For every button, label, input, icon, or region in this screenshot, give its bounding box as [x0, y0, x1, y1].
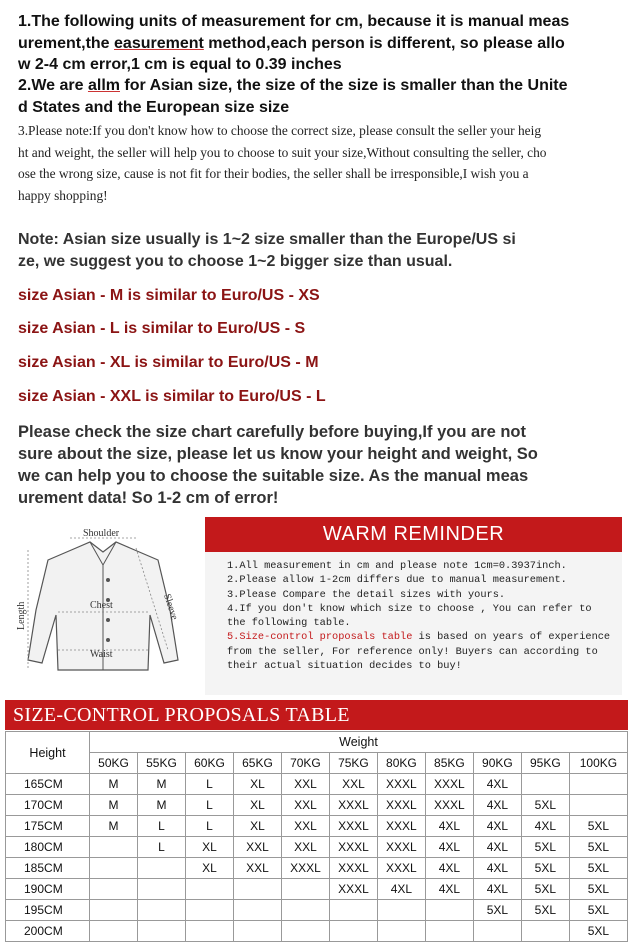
size-cell: M: [90, 774, 138, 795]
size-cell: XXXL: [329, 816, 377, 837]
table-row: [6, 879, 628, 900]
table-row: [6, 900, 628, 921]
size-cell: XXXL: [329, 858, 377, 879]
size-cell: L: [137, 816, 185, 837]
table-row: [6, 858, 628, 879]
size-map-line: size Asian - XL is similar to Euro/US - M: [18, 354, 319, 371]
intro-line: ht and weight, the seller will help you to choose to suit your size,Without consulting the seller, cho: [18, 144, 547, 160]
size-cell: 4XL: [473, 837, 521, 858]
table-row: [6, 816, 628, 837]
size-cell: M: [90, 816, 138, 837]
size-cell: XXL: [281, 795, 329, 816]
size-cell: [281, 900, 329, 921]
check-line: sure about the size, please let us know your height and weight, So: [18, 445, 538, 463]
weight-col-header: 60KG: [185, 753, 233, 774]
reminder-list: [227, 559, 617, 673]
size-cell: [185, 921, 233, 942]
weight-col-header: 80KG: [377, 753, 425, 774]
size-cell: M: [137, 795, 185, 816]
table-row: [6, 921, 628, 942]
reminder-item: 4.If you don't know which size to choose , You can refer to: [227, 602, 592, 615]
size-cell: 4XL: [473, 816, 521, 837]
size-cell: [521, 774, 569, 795]
size-cell: XXXL: [329, 837, 377, 858]
intro-line: d States and the European size size: [18, 98, 290, 116]
size-cell: 5XL: [569, 921, 627, 942]
size-cell: [233, 900, 281, 921]
size-cell: XXXL: [329, 795, 377, 816]
note-line: Note: Asian size usually is 1~2 size smaller than the Europe/US si: [18, 231, 516, 248]
size-cell: L: [185, 816, 233, 837]
size-cell: 5XL: [569, 837, 627, 858]
reminder-highlight: 5.Size-control proposals table: [227, 631, 413, 644]
reminder-item: 3.Please Compare the detail sizes with yours.: [227, 588, 506, 601]
size-cell: XXXL: [377, 774, 425, 795]
size-cell: XL: [233, 774, 281, 795]
size-cell: 5XL: [569, 900, 627, 921]
size-cell: [90, 858, 138, 879]
check-line: urement data! So 1-2 cm of error!: [18, 489, 279, 507]
intro-line: urement,the easurement method,each person is different, so please allo: [18, 34, 565, 52]
size-cell: 4XL: [425, 879, 473, 900]
reminder-item: 1.All measurement in cm and please note 1cm=0.3937inch.: [227, 560, 567, 572]
size-cell: 4XL: [377, 879, 425, 900]
height-cell: 175CM: [6, 816, 90, 837]
size-cell: 5XL: [473, 900, 521, 921]
weight-col-header: 100KG: [569, 753, 627, 774]
size-note: [18, 229, 623, 272]
size-map-line: size Asian - M is similar to Euro/US - XS: [18, 287, 320, 304]
size-cell: 4XL: [425, 837, 473, 858]
size-cell: XXL: [329, 774, 377, 795]
intro-paragraph-3: [18, 120, 623, 206]
table-row: [6, 795, 628, 816]
size-cell: 4XL: [473, 879, 521, 900]
chest-label: Chest: [90, 600, 113, 611]
size-cell: [185, 900, 233, 921]
weight-header: Weight: [90, 732, 628, 753]
weight-col-header: 75KG: [329, 753, 377, 774]
height-cell: 170CM: [6, 795, 90, 816]
size-cell: L: [185, 774, 233, 795]
reminder-item: 2.Please allow 1-2cm differs due to manual measurement.: [227, 574, 567, 587]
weight-col-header: 85KG: [425, 753, 473, 774]
size-cell: [521, 921, 569, 942]
waist-label: Waist: [90, 649, 113, 660]
size-cell: [233, 879, 281, 900]
reminder-item: 5.Size-control proposals table is based on years of experience: [227, 631, 611, 644]
size-cell: [137, 921, 185, 942]
intro-line: w 2-4 cm error,1 cm is equal to 0.39 inches: [18, 56, 342, 73]
size-cell: [185, 879, 233, 900]
size-cell: [90, 921, 138, 942]
weight-col-header: 70KG: [281, 753, 329, 774]
table-row: [6, 774, 628, 795]
note-line: ze, we suggest you to choose 1~2 bigger size than usual.: [18, 252, 453, 270]
height-header: Height: [6, 732, 90, 774]
sleeve-label: Sleeve: [161, 592, 180, 622]
size-cell: [377, 900, 425, 921]
size-cell: [281, 921, 329, 942]
size-cell: XXXL: [377, 816, 425, 837]
size-table-body: [6, 774, 628, 942]
height-cell: 185CM: [6, 858, 90, 879]
reminder-item: the following table.: [227, 617, 351, 630]
check-paragraph: [18, 421, 628, 509]
size-cell: 5XL: [521, 795, 569, 816]
length-label: Length: [16, 601, 27, 630]
size-cell: [281, 879, 329, 900]
intro-paragraph-1: [18, 11, 618, 76]
weight-col-header: 90KG: [473, 753, 521, 774]
size-cell: [377, 921, 425, 942]
size-cell: M: [90, 795, 138, 816]
size-cell: 4XL: [473, 774, 521, 795]
size-cell: XXXL: [329, 879, 377, 900]
intro-line: ose the wrong size, cause is not fit for their bodies, the seller shall be irresponsible,I wish you a: [18, 166, 529, 181]
size-cell: XXXL: [377, 795, 425, 816]
size-cell: [569, 795, 627, 816]
size-cell: 4XL: [425, 816, 473, 837]
size-cell: 5XL: [521, 858, 569, 879]
size-cell: 5XL: [521, 879, 569, 900]
weight-col-header: 55KG: [137, 753, 185, 774]
size-cell: L: [137, 837, 185, 858]
size-cell: 4XL: [425, 858, 473, 879]
height-cell: 190CM: [6, 879, 90, 900]
size-cell: M: [137, 774, 185, 795]
size-cell: XL: [185, 837, 233, 858]
size-cell: XL: [185, 858, 233, 879]
size-cell: XXXL: [281, 858, 329, 879]
weight-col-header: 50KG: [90, 753, 138, 774]
size-cell: XXL: [233, 858, 281, 879]
size-cell: 5XL: [569, 858, 627, 879]
intro-line: 1.The following units of measurement for cm, because it is manual meas: [18, 13, 570, 30]
check-line: we can help you to choose the suitable size. As the manual meas: [18, 467, 529, 485]
size-map-line: size Asian - L is similar to Euro/US - S: [18, 320, 306, 337]
shoulder-label: Shoulder: [83, 528, 120, 539]
size-cell: [90, 900, 138, 921]
size-cell: XXXL: [377, 837, 425, 858]
size-cell: XXXL: [425, 795, 473, 816]
size-cell: XXL: [281, 774, 329, 795]
height-cell: 180CM: [6, 837, 90, 858]
size-cell: XXXL: [425, 774, 473, 795]
height-cell: 165CM: [6, 774, 90, 795]
table-row: [6, 837, 628, 858]
reminder-item: their actual situation decides to buy!: [227, 660, 462, 673]
size-cell: 5XL: [521, 900, 569, 921]
size-cell: [137, 858, 185, 879]
height-cell: 195CM: [6, 900, 90, 921]
size-cell: [425, 921, 473, 942]
size-cell: [569, 774, 627, 795]
check-line: Please check the size chart carefully before buying,If you are not: [18, 423, 527, 441]
size-cell: XL: [233, 816, 281, 837]
size-cell: XXL: [281, 816, 329, 837]
weight-row: [6, 753, 628, 774]
height-cell: 200CM: [6, 921, 90, 942]
intro-line: 2.We are allm for Asian size, the size of the size is smaller than the Unite: [18, 77, 568, 94]
intro-line: 3.Please note:If you don't know how to choose the correct size, please consult the seller your heig: [18, 123, 542, 138]
size-cell: [90, 879, 138, 900]
size-cell: [329, 921, 377, 942]
size-cell: 4XL: [473, 795, 521, 816]
size-cell: [137, 879, 185, 900]
warm-reminder-title: WARM REMINDER: [205, 517, 622, 552]
size-map-line: size Asian - XXL is similar to Euro/US - L: [18, 388, 326, 405]
size-table-title: SIZE-CONTROL PROPOSALS TABLE: [5, 700, 628, 730]
size-cell: [473, 921, 521, 942]
size-cell: XXXL: [377, 858, 425, 879]
size-cell: 4XL: [473, 858, 521, 879]
size-cell: [233, 921, 281, 942]
jacket-measurement-diagram: [18, 520, 188, 685]
size-cell: [329, 900, 377, 921]
warm-reminder-box: [205, 517, 622, 695]
size-cell: XL: [233, 795, 281, 816]
size-cell: XXL: [233, 837, 281, 858]
size-cell: XXL: [281, 837, 329, 858]
size-cell: [90, 837, 138, 858]
intro-paragraph-2: [18, 75, 618, 118]
size-control-table: [5, 731, 628, 942]
size-cell: L: [185, 795, 233, 816]
intro-line: happy shopping!: [18, 187, 108, 203]
size-cell: 4XL: [521, 816, 569, 837]
size-cell: [137, 900, 185, 921]
size-cell: [425, 900, 473, 921]
size-cell: 5XL: [521, 837, 569, 858]
size-cell: 5XL: [569, 816, 627, 837]
weight-col-header: 95KG: [521, 753, 569, 774]
weight-col-header: 65KG: [233, 753, 281, 774]
reminder-item: from the seller, For reference only! Buyers can according to: [227, 645, 598, 658]
size-cell: 5XL: [569, 879, 627, 900]
